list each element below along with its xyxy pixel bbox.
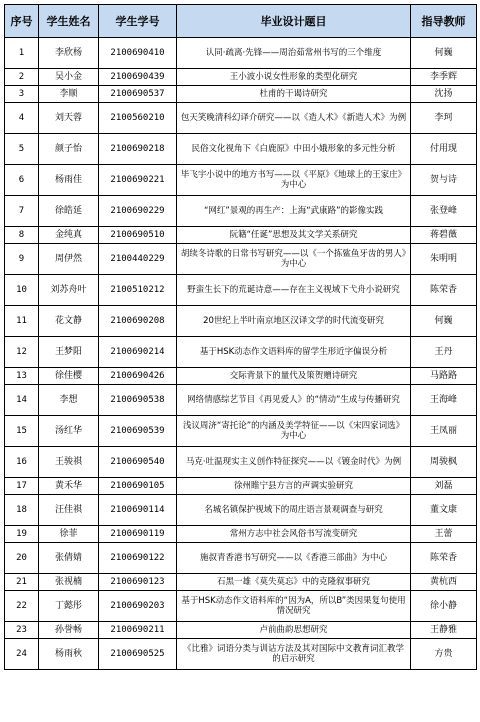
header-name: 学生姓名 bbox=[39, 5, 99, 38]
cell-name: 王梦阳 bbox=[39, 337, 99, 368]
cell-index: 24 bbox=[5, 639, 39, 670]
table-row bbox=[5, 165, 477, 196]
cell-index: 9 bbox=[5, 244, 39, 275]
table-row bbox=[5, 639, 477, 670]
cell-name: 金纯真 bbox=[39, 227, 99, 244]
cell-advisor: 沈扬 bbox=[411, 86, 477, 103]
cell-index: 7 bbox=[5, 196, 39, 227]
cell-name: 吴小金 bbox=[39, 69, 99, 86]
table-row bbox=[5, 526, 477, 543]
cell-advisor: 何巍 bbox=[411, 306, 477, 337]
cell-advisor: 陈荣香 bbox=[411, 543, 477, 574]
cell-name: 周伊然 bbox=[39, 244, 99, 275]
cell-title: 《比雅》词语分类与训诂方法及其对国际中文教育词汇教学的启示研究 bbox=[177, 639, 411, 670]
cell-advisor: 徐小静 bbox=[411, 591, 477, 622]
cell-name: 刘苏舟叶 bbox=[39, 275, 99, 306]
cell-index: 6 bbox=[5, 165, 39, 196]
cell-title: 胡续冬诗歌的日常书写研究——以《一个拣鲨鱼牙齿的男人》为中心 bbox=[177, 244, 411, 275]
cell-advisor: 马路路 bbox=[411, 368, 477, 385]
cell-name: 刘天蓉 bbox=[39, 103, 99, 134]
cell-name: 杨雨佳 bbox=[39, 165, 99, 196]
cell-title: 网络情感综艺节目《再见爱人》的“情动”生成与传播研究 bbox=[177, 385, 411, 416]
cell-index: 22 bbox=[5, 591, 39, 622]
header-student-id: 学生学号 bbox=[99, 5, 177, 38]
cell-advisor: 蒋碧薇 bbox=[411, 227, 477, 244]
cell-advisor: 李珂 bbox=[411, 103, 477, 134]
cell-title: 常州方志中社会风俗书写流变研究 bbox=[177, 526, 411, 543]
cell-advisor: 付用现 bbox=[411, 134, 477, 165]
table-row bbox=[5, 368, 477, 385]
cell-student-id: 2100690221 bbox=[99, 165, 177, 196]
cell-name: 张倩婧 bbox=[39, 543, 99, 574]
cell-student-id: 2100690211 bbox=[99, 622, 177, 639]
cell-student-id: 2100690214 bbox=[99, 337, 177, 368]
cell-advisor: 王静雅 bbox=[411, 622, 477, 639]
table-row bbox=[5, 574, 477, 591]
cell-title: 基于HSK动态作文语料库的留学生形近字偏误分析 bbox=[177, 337, 411, 368]
thesis-table bbox=[4, 4, 477, 670]
cell-title: 马克·吐温现实主义创作特征探究——以《镀金时代》为例 bbox=[177, 447, 411, 478]
cell-title: 阮籍“任诞”思想及其文学关系研究 bbox=[177, 227, 411, 244]
cell-student-id: 2100690538 bbox=[99, 385, 177, 416]
cell-name: 徐菲 bbox=[39, 526, 99, 543]
cell-index: 17 bbox=[5, 478, 39, 495]
cell-index: 3 bbox=[5, 86, 39, 103]
cell-name: 徐皓延 bbox=[39, 196, 99, 227]
cell-index: 20 bbox=[5, 543, 39, 574]
cell-advisor: 王海峰 bbox=[411, 385, 477, 416]
cell-student-id: 2100690114 bbox=[99, 495, 177, 526]
cell-advisor: 贺与诗 bbox=[411, 165, 477, 196]
cell-student-id: 2100690410 bbox=[99, 38, 177, 69]
cell-index: 10 bbox=[5, 275, 39, 306]
table-row bbox=[5, 38, 477, 69]
table-row bbox=[5, 543, 477, 574]
cell-title: 徐州睢宁县方言的声调实验研究 bbox=[177, 478, 411, 495]
cell-advisor: 王蕾 bbox=[411, 526, 477, 543]
cell-title: 毕飞宇小说中的地方书写——以《平原》《地球上的王家庄》为中心 bbox=[177, 165, 411, 196]
cell-index: 21 bbox=[5, 574, 39, 591]
table-row bbox=[5, 416, 477, 447]
cell-title: 施叔青香港书写研究——以《香港三部曲》为中心 bbox=[177, 543, 411, 574]
cell-student-id: 2100690525 bbox=[99, 639, 177, 670]
table-row bbox=[5, 622, 477, 639]
cell-student-id: 2100690123 bbox=[99, 574, 177, 591]
cell-index: 23 bbox=[5, 622, 39, 639]
cell-advisor: 方贵 bbox=[411, 639, 477, 670]
table-row bbox=[5, 591, 477, 622]
cell-title: “网红”景观的再生产：上海“武康路”的影像实践 bbox=[177, 196, 411, 227]
cell-title: 包天笑晚清科幻译介研究——以《造人术》《新造人术》为例 bbox=[177, 103, 411, 134]
cell-advisor: 李季辉 bbox=[411, 69, 477, 86]
cell-name: 徐佳樱 bbox=[39, 368, 99, 385]
table-row bbox=[5, 227, 477, 244]
cell-name: 花文静 bbox=[39, 306, 99, 337]
table-row bbox=[5, 103, 477, 134]
cell-title: 卢前曲韵思想研究 bbox=[177, 622, 411, 639]
cell-student-id: 2100690426 bbox=[99, 368, 177, 385]
cell-student-id: 2100690229 bbox=[99, 196, 177, 227]
cell-name: 丁懿彤 bbox=[39, 591, 99, 622]
table-row bbox=[5, 86, 477, 103]
cell-name: 颜子怡 bbox=[39, 134, 99, 165]
cell-title: 王小波小说女性形象的类型化研究 bbox=[177, 69, 411, 86]
cell-index: 13 bbox=[5, 368, 39, 385]
header-row bbox=[5, 5, 477, 38]
cell-index: 4 bbox=[5, 103, 39, 134]
cell-index: 8 bbox=[5, 227, 39, 244]
cell-index: 14 bbox=[5, 385, 39, 416]
cell-index: 12 bbox=[5, 337, 39, 368]
cell-name: 黄禾华 bbox=[39, 478, 99, 495]
cell-index: 2 bbox=[5, 69, 39, 86]
cell-advisor: 黄杭西 bbox=[411, 574, 477, 591]
cell-index: 18 bbox=[5, 495, 39, 526]
cell-student-id: 2100690122 bbox=[99, 543, 177, 574]
cell-title: 名城名镇保护视域下的周庄语言景观调查与研究 bbox=[177, 495, 411, 526]
cell-student-id: 2100690540 bbox=[99, 447, 177, 478]
cell-advisor: 刘磊 bbox=[411, 478, 477, 495]
cell-student-id: 2100690510 bbox=[99, 227, 177, 244]
cell-student-id: 2100690539 bbox=[99, 416, 177, 447]
table-row bbox=[5, 196, 477, 227]
cell-advisor: 何巍 bbox=[411, 38, 477, 69]
table-row bbox=[5, 385, 477, 416]
table-row bbox=[5, 337, 477, 368]
table-row bbox=[5, 244, 477, 275]
cell-student-id: 2100690208 bbox=[99, 306, 177, 337]
table-row bbox=[5, 69, 477, 86]
header-title: 毕业设计题目 bbox=[177, 5, 411, 38]
table-row bbox=[5, 134, 477, 165]
cell-index: 19 bbox=[5, 526, 39, 543]
cell-name: 王骏祺 bbox=[39, 447, 99, 478]
cell-index: 1 bbox=[5, 38, 39, 69]
cell-advisor: 陈荣香 bbox=[411, 275, 477, 306]
cell-advisor: 周骏枫 bbox=[411, 447, 477, 478]
table-row bbox=[5, 478, 477, 495]
table-row bbox=[5, 275, 477, 306]
cell-advisor: 张登峰 bbox=[411, 196, 477, 227]
cell-title: 交际背景下的量代及策贺赠诗研究 bbox=[177, 368, 411, 385]
cell-student-id: 2100690218 bbox=[99, 134, 177, 165]
cell-title: 20世纪上半叶南京地区汉译文学的时代流变研究 bbox=[177, 306, 411, 337]
cell-advisor: 王凤丽 bbox=[411, 416, 477, 447]
cell-title: 认同·疏离·先锋——周治茹常州书写的三个维度 bbox=[177, 38, 411, 69]
cell-student-id: 2100690105 bbox=[99, 478, 177, 495]
cell-index: 5 bbox=[5, 134, 39, 165]
cell-title: 杜甫的干谒诗研究 bbox=[177, 86, 411, 103]
cell-name: 汤红华 bbox=[39, 416, 99, 447]
cell-student-id: 2100690537 bbox=[99, 86, 177, 103]
cell-advisor: 王丹 bbox=[411, 337, 477, 368]
cell-advisor: 朱明明 bbox=[411, 244, 477, 275]
cell-student-id: 2100560210 bbox=[99, 103, 177, 134]
cell-student-id: 2100690439 bbox=[99, 69, 177, 86]
cell-name: 孙誉畅 bbox=[39, 622, 99, 639]
cell-title: 石黑一雄《莫失莫忘》中的克隆叙事研究 bbox=[177, 574, 411, 591]
cell-student-id: 2100690119 bbox=[99, 526, 177, 543]
cell-advisor: 董文康 bbox=[411, 495, 477, 526]
cell-title: 民俗文化视角下《白鹿原》中田小娥形象的多元性分析 bbox=[177, 134, 411, 165]
cell-student-id: 2100440229 bbox=[99, 244, 177, 275]
cell-name: 李顺 bbox=[39, 86, 99, 103]
cell-name: 李欣杨 bbox=[39, 38, 99, 69]
header-index: 序号 bbox=[5, 5, 39, 38]
cell-name: 张视楠 bbox=[39, 574, 99, 591]
cell-index: 11 bbox=[5, 306, 39, 337]
cell-title: 浅议周济“寄托论”的内涵及美学特征——以《宋四家词选》为中心 bbox=[177, 416, 411, 447]
table-row bbox=[5, 447, 477, 478]
cell-student-id: 2100510212 bbox=[99, 275, 177, 306]
cell-name: 杨雨秋 bbox=[39, 639, 99, 670]
cell-title: 野蛮生长下的荒诞诗意——存在主义视域下弋舟小说研究 bbox=[177, 275, 411, 306]
cell-index: 15 bbox=[5, 416, 39, 447]
cell-student-id: 2100690203 bbox=[99, 591, 177, 622]
cell-name: 汪佳祺 bbox=[39, 495, 99, 526]
header-advisor: 指导教师 bbox=[411, 5, 477, 38]
cell-index: 16 bbox=[5, 447, 39, 478]
cell-name: 李想 bbox=[39, 385, 99, 416]
table-row bbox=[5, 306, 477, 337]
table-row bbox=[5, 495, 477, 526]
cell-title: 基于HSK动态作文语料库的“因为A，所以B”类因果复句使用情况研究 bbox=[177, 591, 411, 622]
